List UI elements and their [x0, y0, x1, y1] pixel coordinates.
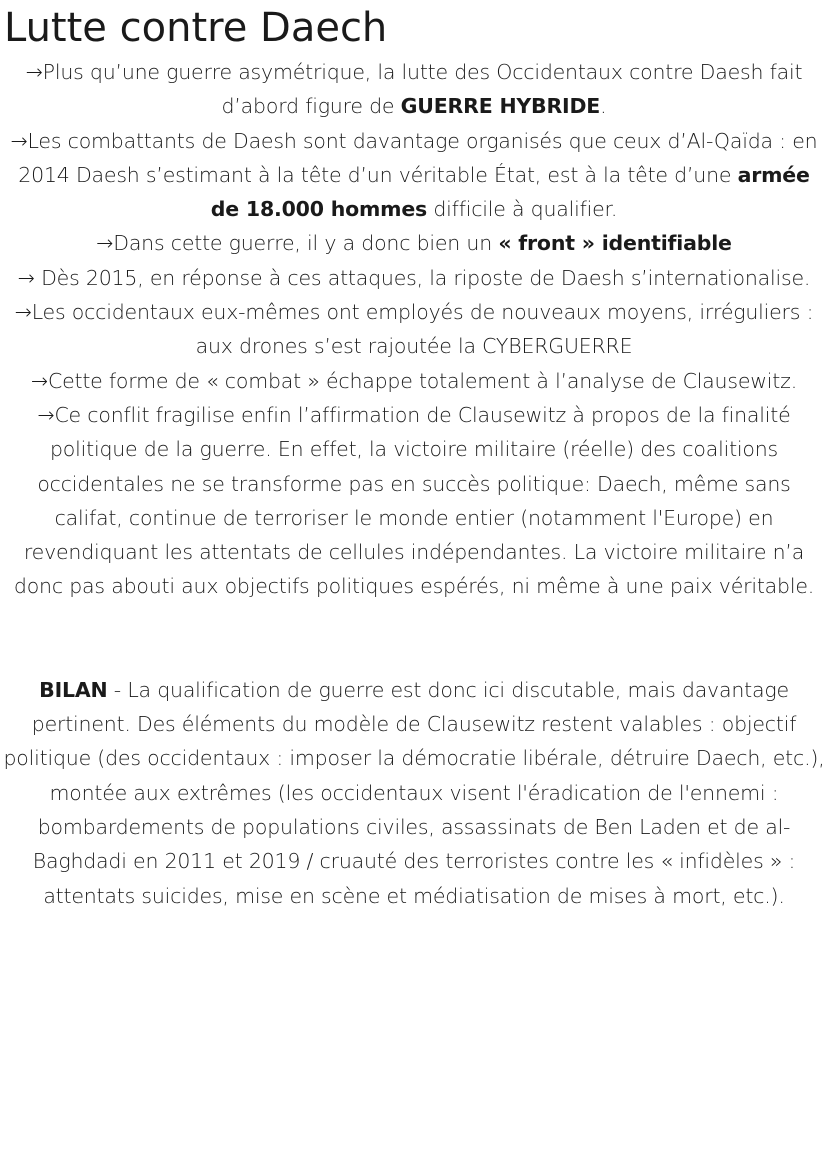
paragraph-bilan — [0, 673, 828, 913]
paragraph-text: Les occidentaux eux-mêmes ont employés de nouveaux moyens, irréguliers : aux drones s’est rajoutée la CYBERGUERRE — [31, 300, 814, 359]
paragraph-conflit — [0, 398, 828, 604]
paragraph-combat — [0, 364, 828, 398]
paragraph-moyens — [0, 295, 828, 364]
bold-term: « front » identifiable — [498, 231, 732, 256]
paragraph-riposte — [0, 261, 828, 295]
paragraph-text: . — [600, 94, 607, 119]
arrow-icon: → — [96, 231, 114, 256]
arrow-icon: → — [14, 300, 32, 325]
bold-term: GUERRE HYBRIDE — [400, 94, 601, 119]
arrow-icon: → — [17, 265, 35, 290]
paragraph-text: Dans cette guerre, il y a donc bien un — [113, 231, 499, 256]
paragraph-text: Cette forme de « combat » échappe totalement à l’analyse de Clausewitz. — [47, 368, 798, 393]
arrow-icon: → — [37, 402, 55, 427]
arrow-icon: → — [25, 60, 43, 84]
paragraph-guerre-hybride — [0, 55, 828, 124]
arrow-icon: → — [30, 368, 48, 393]
arrow-icon: → — [10, 128, 28, 153]
paragraph-text: Ce conflit fragilise enfin l’affirmation de Clausewitz à propos de la finalité politique de la guerre. En effet, la victoire militaire (réelle) des coalitions occidentales ne se transforme pas en succès politique: Daech, même sans califat, continue de terroriser le monde entier (notamment l'Europe) en revendiquant les attentats de cellules indépendantes. La victoire militaire n’a donc pas abouti aux objectifs politiques espérés, ni même à une paix véritable. — [13, 402, 815, 599]
bilan-text: - La qualification de guerre est donc ici discutable, mais davantage pertinent. Des éléments du modèle de Clausewitz restent valables : objectif politique (des occidentaux : imposer la démocratie libérale, détruire Daech, etc.), montée aux extrêmes (les occidentaux visent l'éradication de l'ennemi : bombardements de populations civiles, assassinats de Ben Laden et de al-Baghdadi en 2011 et 2019 / cruauté des terroristes contre les « infidèles » : attentats suicides, mise en scène et médiatisation de mises à mort, etc.). — [3, 677, 825, 908]
paragraph-combattants — [0, 124, 828, 227]
paragraph-text: Dès 2015, en réponse à ces attaques, la riposte de Daesh s’internationalise. — [34, 265, 811, 290]
paragraph-text: difficile à qualifier. — [427, 197, 618, 222]
bilan-label: BILAN — [39, 677, 108, 702]
paragraph-text: Plus qu’une guerre asymétrique, la lutte des Occidentaux contre Daesh fait d’abord figure de — [42, 60, 803, 119]
paragraph-text: Les combattants de Daesh sont davantage organisés que ceux d’Al-Qaïda : en 2014 Daesh s’estimant à la tête d’un véritable État, est à la tête d’une — [18, 128, 818, 187]
document-body — [0, 55, 828, 913]
page-title: Lutte contre Daech — [4, 5, 388, 51]
spacer — [0, 604, 828, 673]
paragraph-front — [0, 226, 828, 260]
bold-term: armée de 18.000 hommes — [210, 162, 810, 222]
